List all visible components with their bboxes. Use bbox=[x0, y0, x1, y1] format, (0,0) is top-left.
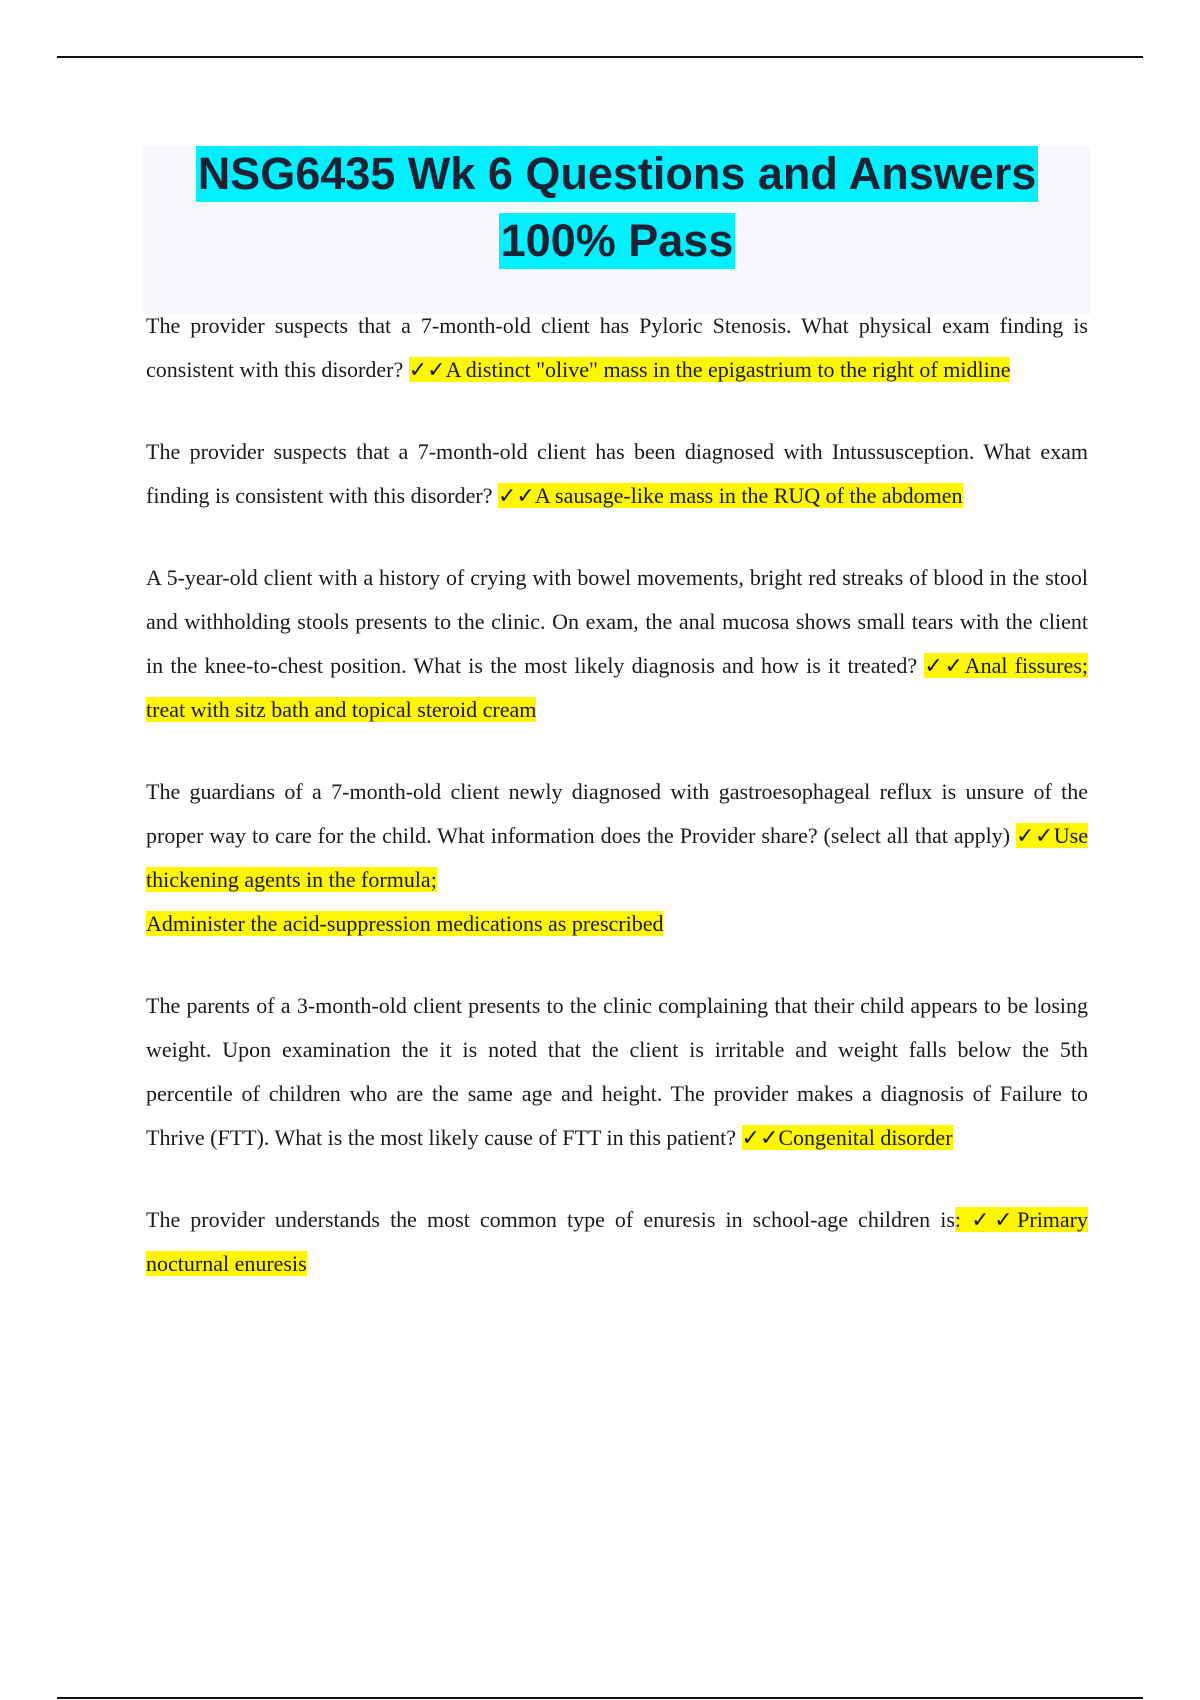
answer-highlight: ✓✓A distinct "olive" mass in the epigastrium to the right of midline bbox=[408, 357, 1011, 382]
qa-list bbox=[146, 304, 1088, 1324]
qa-item-failure-to-thrive bbox=[146, 984, 1088, 1160]
qa-item-gerd bbox=[146, 770, 1088, 946]
answer-highlight: ✓✓Anal fissures; treat with sitz bath and topical steroid cream bbox=[146, 653, 1088, 722]
question-text: The guardians of a 7-month-old client newly diagnosed with gastroesophageal reflux is unsure of the proper way to care for the child. What information does the Provider share? (select all that apply) bbox=[146, 779, 1088, 848]
qa-item-anal-fissures bbox=[146, 556, 1088, 732]
title-block bbox=[143, 146, 1091, 314]
qa-item-pyloric-stenosis bbox=[146, 304, 1088, 392]
qa-item-enuresis bbox=[146, 1198, 1088, 1286]
answer-highlight: : ✓✓Primary nocturnal enuresis bbox=[146, 1207, 1089, 1276]
header-rule bbox=[57, 56, 1143, 58]
qa-item-intussusception bbox=[146, 430, 1088, 518]
answer-highlight-line-2: Administer the acid-suppression medications as prescribed bbox=[146, 911, 664, 936]
page-title-line-1: NSG6435 Wk 6 Questions and Answers bbox=[196, 146, 1039, 202]
answer-highlight: ✓✓Congenital disorder bbox=[741, 1125, 953, 1150]
page-title-line-2: 100% Pass bbox=[499, 213, 736, 269]
footer-rule bbox=[57, 1697, 1143, 1699]
question-text: The parents of a 3-month-old client presents to the clinic complaining that their child appears to be losing weight. Upon examination the it is noted that the client is irritable and weight falls below the 5th percentile of children who are the same age and height. The provider makes a diagnosis of Failure to Thrive (FTT). What is the most likely cause of FTT in this patient? bbox=[146, 993, 1088, 1150]
answer-highlight: ✓✓Use thickening agents in the formula; bbox=[146, 823, 1088, 892]
answer-highlight: ✓✓A sausage-like mass in the RUQ of the abdomen bbox=[497, 483, 963, 508]
question-text: The provider suspects that a 7-month-old client has been diagnosed with Intussusception. What exam finding is consistent with this disorder? bbox=[146, 439, 1088, 508]
question-text: The provider suspects that a 7-month-old client has Pyloric Stenosis. What physical exam finding is consistent with this disorder? bbox=[146, 313, 1088, 382]
question-text: A 5-year-old client with a history of crying with bowel movements, bright red streaks of blood in the stool and withholding stools presents to the clinic. On exam, the anal mucosa shows small tears with the client in the knee-to-chest position. What is the most likely diagnosis and how is it treated? bbox=[146, 565, 1088, 678]
question-text: The provider understands the most common type of enuresis in school-age children is bbox=[146, 1207, 955, 1232]
